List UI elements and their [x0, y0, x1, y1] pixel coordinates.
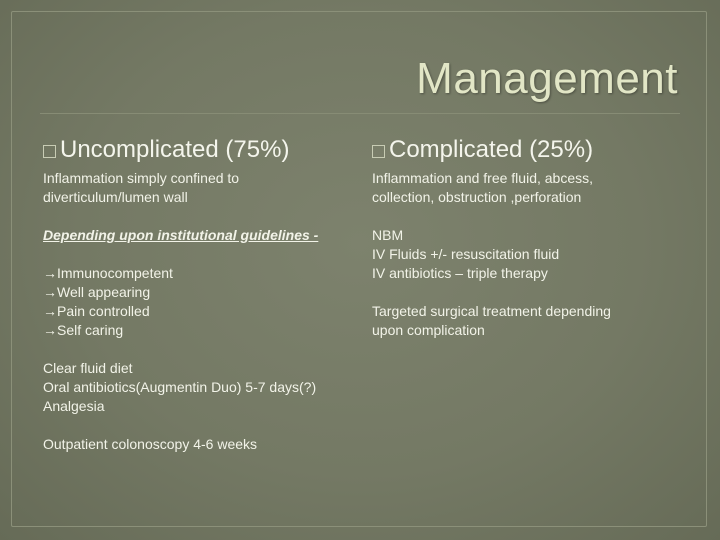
treatment-item: Clear fluid diet — [43, 360, 133, 376]
surgical-note-line-1: Targeted surgical treatment depending — [372, 303, 611, 319]
criteria-item: →Well appearing — [43, 284, 151, 300]
title-divider — [40, 113, 680, 114]
complicated-definition-line-2: collection, obstruction ,perforation — [372, 189, 582, 205]
complicated-heading-text: Complicated (25%) — [389, 136, 594, 163]
treatment-item: Analgesia — [43, 398, 105, 414]
surgical-note-line-2: upon complication — [372, 322, 485, 338]
uncomplicated-definition-line-2: diverticulum/lumen wall — [43, 189, 188, 205]
treatment-item: Oral antibiotics(Augmentin Duo) 5-7 days(?) — [43, 379, 317, 395]
followup-note: Outpatient colonoscopy 4-6 weeks — [43, 436, 258, 452]
arrow-right-icon: → — [43, 322, 57, 338]
management-item: IV antibiotics – triple therapy — [372, 265, 548, 281]
complicated-heading — [372, 136, 692, 164]
complicated-column — [372, 136, 692, 340]
guideline-note: Depending upon institutional guidelines - — [43, 227, 319, 243]
complicated-definition-line-1: Inflammation and free fluid, abcess, — [372, 170, 594, 186]
square-bullet-icon — [372, 145, 385, 158]
slide-title: Management — [416, 54, 678, 103]
arrow-right-icon: → — [43, 265, 57, 281]
criteria-item: →Immunocompetent — [43, 265, 173, 281]
uncomplicated-column — [43, 136, 363, 454]
uncomplicated-definition-line-1: Inflammation simply confined to — [43, 170, 240, 186]
square-bullet-icon — [43, 145, 56, 158]
arrow-right-icon: → — [43, 284, 57, 300]
uncomplicated-heading — [43, 136, 363, 164]
uncomplicated-heading-text: Uncomplicated (75%) — [60, 136, 290, 163]
criteria-item: →Pain controlled — [43, 303, 150, 319]
management-item: IV Fluids +/- resuscitation fluid — [372, 246, 560, 262]
management-item: NBM — [372, 227, 404, 243]
criteria-item: →Self caring — [43, 322, 124, 338]
arrow-right-icon: → — [43, 303, 57, 319]
